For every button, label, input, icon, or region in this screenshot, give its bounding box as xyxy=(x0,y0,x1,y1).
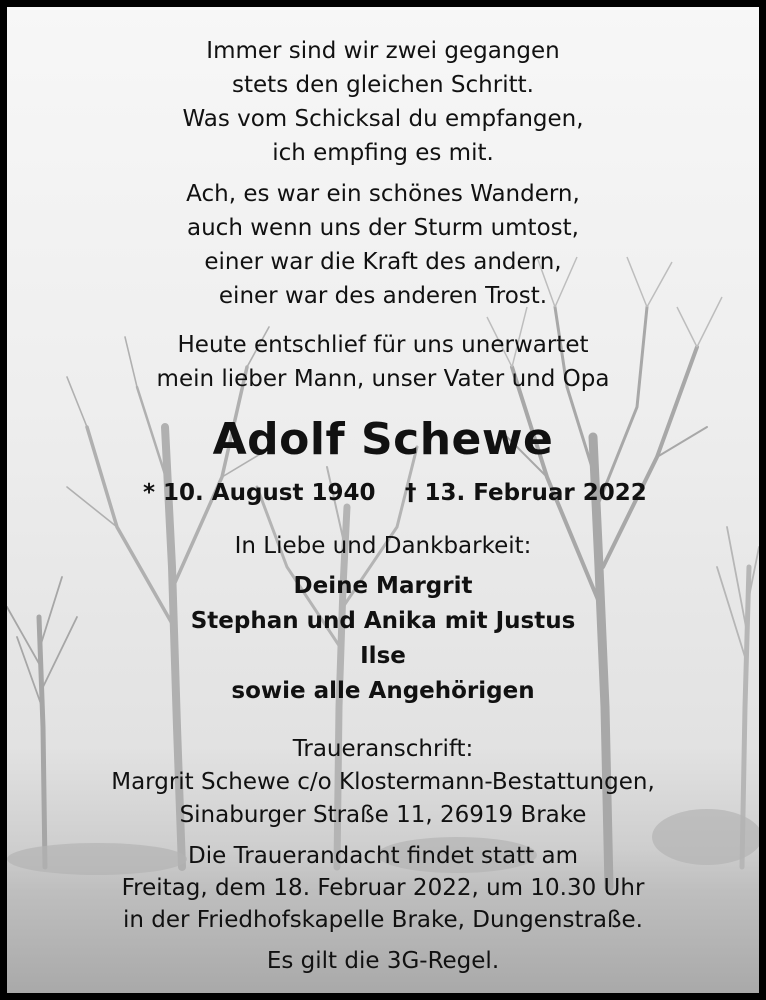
intro-line: mein lieber Mann, unser Vater und Opa xyxy=(156,366,610,392)
death-date: † 13. Februar 2022 xyxy=(405,480,647,506)
intro-line: Heute entschlief für uns unerwartet xyxy=(177,332,589,358)
service-line: Die Trauerandacht findet statt am xyxy=(188,843,578,869)
poem-line: einer war die Kraft des andern, xyxy=(204,249,562,275)
life-dates xyxy=(7,476,759,510)
poem-line: Immer sind wir zwei gegangen xyxy=(206,38,560,64)
poem-line: Was vom Schicksal du empfangen, xyxy=(182,106,584,132)
poem-line: stets den gleichen Schritt. xyxy=(232,72,534,98)
obituary-text xyxy=(7,7,759,993)
mourner-name: Stephan und Anika mit Justus xyxy=(190,608,576,634)
address-line: Margrit Schewe c/o Klostermann-Bestattungen, xyxy=(111,769,655,795)
mourners-heading: In Liebe und Dankbarkeit: xyxy=(234,533,532,559)
poem-line: auch wenn uns der Sturm umtost, xyxy=(187,215,579,241)
birth-date: * 10. August 1940 xyxy=(143,480,376,506)
mourner-name: Deine Margrit xyxy=(293,573,473,599)
poem-line: Ach, es war ein schönes Wandern, xyxy=(186,181,580,207)
obituary-page xyxy=(7,7,759,993)
address-line: Sinaburger Straße 11, 26919 Brake xyxy=(179,802,587,828)
service-line: in der Friedhofskapelle Brake, Dungenstraße. xyxy=(123,907,643,933)
address-label: Traueranschrift: xyxy=(292,736,474,762)
mourner-name: sowie alle Angehörigen xyxy=(231,678,535,704)
deceased-name: Adolf Schewe xyxy=(212,414,554,465)
poem-line: einer war des anderen Trost. xyxy=(218,283,548,309)
covid-note: Es gilt die 3G-Regel. xyxy=(266,948,500,974)
service-line: Freitag, dem 18. Februar 2022, um 10.30 Uhr xyxy=(121,875,645,901)
poem-line: ich empfing es mit. xyxy=(272,140,494,166)
mourner-name: Ilse xyxy=(360,643,406,669)
